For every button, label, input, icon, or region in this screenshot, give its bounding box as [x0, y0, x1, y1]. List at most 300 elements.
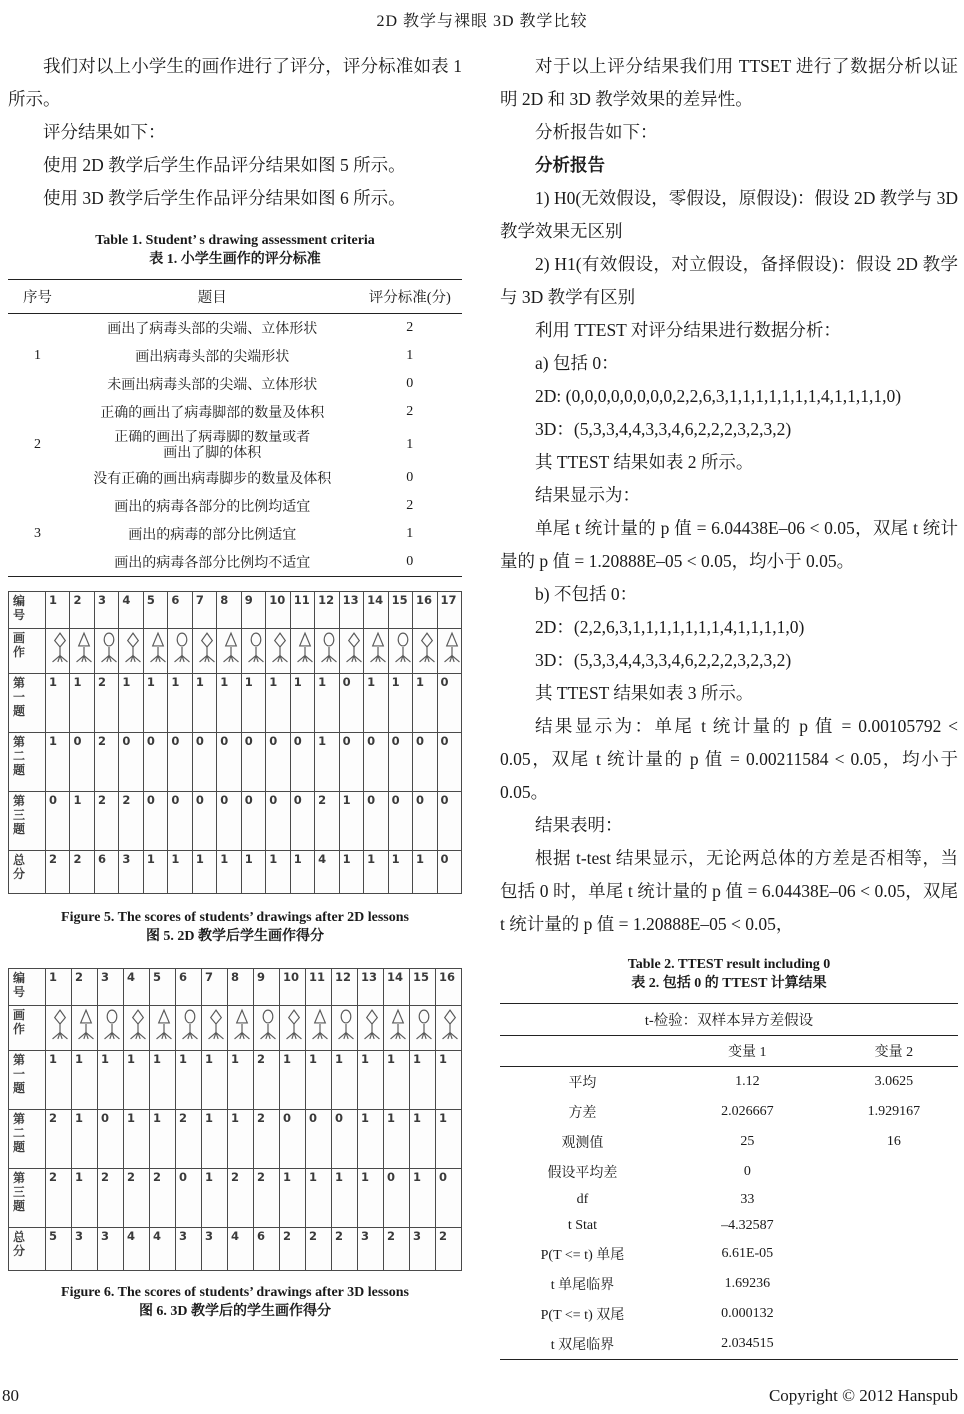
paragraph: 结果显示为：单尾 t 统计量的 p 值 = 0.00105792 < 0.05，双尾 t 统计量的 p 值 = 0.00211584 < 0.05，均小于 0.05。: [500, 716, 958, 802]
figure5-row: [9, 792, 462, 851]
criteria-group-number: 1: [34, 348, 41, 363]
question1-score-cell: 1: [150, 1051, 176, 1110]
student-drawing-cell: [413, 629, 437, 674]
total-score-cell: 3: [72, 1228, 98, 1271]
criteria-item: 画出了病毒头部的尖端、立体形状: [107, 322, 318, 337]
student-drawing-cell: [70, 629, 94, 674]
student-id-cell: 2: [72, 969, 98, 1006]
student-id-cell: 13: [339, 592, 363, 629]
question1-score-cell: 1: [192, 674, 216, 733]
total-score-cell: 6: [254, 1228, 280, 1271]
question2-score-cell: 0: [217, 733, 241, 792]
bacteriophage-sketch: [309, 1008, 331, 1040]
paragraph: 结果表明：: [535, 815, 623, 835]
criteria-score: 0: [406, 554, 414, 569]
total-score-cell: 4: [124, 1228, 150, 1271]
student-drawing-cell: [46, 629, 70, 674]
table2-value-var1: 1.12: [735, 1074, 760, 1089]
question3-score-cell: 1: [70, 792, 94, 851]
total-score-cell: 2: [306, 1228, 332, 1271]
student-drawing-cell: [192, 629, 216, 674]
bacteriophage-sketch: [122, 631, 144, 663]
question2-score-cell: 1: [124, 1110, 150, 1169]
copyright-notice: Copyright © 2012 Hanspub: [768, 1386, 958, 1405]
total-score-cell: 1: [266, 851, 290, 894]
table2-row-label: 观测值: [561, 1136, 604, 1151]
paragraph: 对于以上评分结果我们用 TTSET 进行了数据分析以证明 2D 和 3D 教学效果的差异性。: [500, 56, 958, 109]
total-score-cell: 3: [119, 851, 143, 894]
question3-score-cell: 0: [266, 792, 290, 851]
table2-value-var1: 33: [740, 1192, 755, 1207]
paragraph: 2D: (0,0,0,0,0,0,0,0,2,2,6,3,1,1,1,1,1,1,1,4,1,1,1,1,0): [535, 386, 902, 406]
bacteriophage-sketch: [171, 631, 193, 663]
total-score-cell: 2: [46, 851, 70, 894]
question2-score-cell: 2: [46, 1110, 72, 1169]
student-id-cell: 15: [388, 592, 412, 629]
question3-score-cell: 1: [280, 1169, 306, 1228]
criteria-group-number: [8, 548, 67, 577]
question1-score-cell: 1: [315, 674, 339, 733]
student-id-cell: 8: [228, 969, 254, 1006]
figure6-row-label: 第 一 题: [9, 1051, 46, 1110]
figure5-row-label: 第 三 题: [9, 792, 46, 851]
total-score-cell: 1: [364, 851, 388, 894]
table2-row: [500, 1239, 958, 1269]
table2-value-var2: 1.929167: [867, 1104, 921, 1119]
total-score-cell: 2: [436, 1228, 462, 1271]
student-drawing-cell: [306, 1006, 332, 1051]
bacteriophage-sketch: [127, 1008, 149, 1040]
student-id-cell: 3: [98, 969, 124, 1006]
criteria-score: 1: [406, 526, 414, 541]
total-score-cell: 1: [143, 851, 167, 894]
student-id-cell: 13: [358, 969, 384, 1006]
student-id-cell: 4: [124, 969, 150, 1006]
question1-score-cell: 1: [280, 1051, 306, 1110]
table1-caption-en: Table 1. Student’ s drawing assessment criteria: [95, 233, 375, 248]
criteria-item: 画出的病毒各部分比例均不适宜: [114, 556, 311, 571]
question1-score-cell: 1: [46, 1051, 72, 1110]
paragraph: 3D：(5,3,3,4,4,3,3,4,6,2,2,2,3,2,3,2): [535, 419, 792, 439]
bacteriophage-sketch: [283, 1008, 305, 1040]
student-drawing-cell: [388, 629, 412, 674]
student-id-cell: 1: [46, 969, 72, 1006]
question2-score-cell: 1: [228, 1110, 254, 1169]
question3-score-cell: 0: [143, 792, 167, 851]
question1-score-cell: 1: [217, 674, 241, 733]
question1-score-cell: 1: [119, 674, 143, 733]
bacteriophage-sketch: [49, 1008, 71, 1040]
student-drawing-cell: [290, 629, 314, 674]
student-id-cell: 4: [119, 592, 143, 629]
bacteriophage-sketch: [179, 1008, 201, 1040]
question1-score-cell: 1: [72, 1051, 98, 1110]
question3-score-cell: 0: [290, 792, 314, 851]
figure6-row: [9, 1110, 462, 1169]
student-id-cell: 2: [70, 592, 94, 629]
question1-score-cell: 1: [436, 1051, 462, 1110]
criteria-score: 2: [406, 320, 414, 335]
paragraph: a) 包括 0：: [535, 353, 619, 373]
question2-score-cell: 1: [202, 1110, 228, 1169]
student-drawing-cell: [176, 1006, 202, 1051]
figure6-row-label: 第 二 题: [9, 1110, 46, 1169]
paragraph: 其 TTEST 结果如表 3 所示。: [535, 683, 754, 703]
question1-score-cell: 1: [290, 674, 314, 733]
bacteriophage-sketch: [245, 631, 267, 663]
bacteriophage-sketch: [318, 631, 340, 663]
total-score-cell: 4: [150, 1228, 176, 1271]
student-id-cell: 15: [410, 969, 436, 1006]
student-id-cell: 9: [254, 969, 280, 1006]
figure5-caption-en: Figure 5. The scores of students’ drawings after 2D lessons: [61, 910, 409, 925]
bacteriophage-sketch: [49, 631, 71, 663]
page-number: 80: [2, 1386, 19, 1405]
total-score-cell: 2: [332, 1228, 358, 1271]
figure5-caption-zh: 图 5. 2D 教学后学生画作得分: [145, 929, 325, 944]
figure6-row: [9, 1006, 462, 1051]
table1-row: [8, 370, 462, 398]
bacteriophage-sketch: [361, 1008, 383, 1040]
question2-score-cell: 0: [98, 1110, 124, 1169]
student-id-cell: 6: [168, 592, 192, 629]
paragraph: b) 不包括 0：: [535, 584, 638, 604]
question3-score-cell: 1: [358, 1169, 384, 1228]
student-drawing-cell: [150, 1006, 176, 1051]
student-drawing-cell: [119, 629, 143, 674]
figure6-row: [9, 969, 462, 1006]
student-id-cell: 6: [176, 969, 202, 1006]
bacteriophage-sketch: [231, 1008, 253, 1040]
bacteriophage-sketch: [75, 1008, 97, 1040]
question3-score-cell: 1: [332, 1169, 358, 1228]
bacteriophage-sketch: [257, 1008, 279, 1040]
question3-score-cell: 0: [192, 792, 216, 851]
paragraph: 单尾 t 统计量的 p 值 = 6.04438E–06 < 0.05，双尾 t 统计量的 p 值 = 1.20888E–05 < 0.05，均小于 0.05。: [500, 518, 958, 571]
total-score-cell: 2: [384, 1228, 410, 1271]
figure6-row-label: 总 分: [9, 1228, 46, 1271]
bacteriophage-sketch: [441, 631, 463, 663]
figure5-row: [9, 629, 462, 674]
bacteriophage-sketch: [269, 631, 291, 663]
total-score-cell: 1: [192, 851, 216, 894]
table2-row-label: t 单尾临界: [550, 1278, 615, 1293]
figure5-score-grid: [8, 591, 462, 894]
total-score-cell: 2: [70, 851, 94, 894]
criteria-group-number: [8, 492, 67, 520]
total-score-cell: 1: [217, 851, 241, 894]
question2-score-cell: 1: [384, 1110, 410, 1169]
bacteriophage-sketch: [73, 631, 95, 663]
question3-score-cell: 0: [217, 792, 241, 851]
question2-score-cell: 0: [339, 733, 363, 792]
table2-caption-zh: 表 2. 包括 0 的 TTEST 计算结果: [631, 976, 827, 991]
table2-value-var2: [830, 1157, 958, 1187]
total-score-cell: 1: [339, 851, 363, 894]
question2-score-cell: 0: [388, 733, 412, 792]
total-score-cell: 1: [290, 851, 314, 894]
question1-score-cell: 1: [202, 1051, 228, 1110]
question3-score-cell: 0: [176, 1169, 202, 1228]
figure5-row: [9, 592, 462, 629]
paragraph: 利用 TTEST 对评分结果进行数据分析：: [535, 320, 841, 340]
question1-score-cell: 1: [143, 674, 167, 733]
table1-header-cell: 题目: [67, 280, 358, 314]
question2-score-cell: 0: [241, 733, 265, 792]
total-score-cell: 0: [437, 851, 462, 894]
bacteriophage-sketch: [101, 1008, 123, 1040]
table2-value-var1: 6.61E-05: [721, 1246, 774, 1261]
bacteriophage-sketch: [416, 631, 438, 663]
paragraph: 1) H0(无效假设，零假设，原假设)：假设 2D 教学与 3D 教学效果无区别: [500, 188, 958, 241]
table2-value-var1: 0.000132: [721, 1306, 774, 1321]
question3-score-cell: 0: [436, 1169, 462, 1228]
student-drawing-cell: [168, 629, 192, 674]
table2-title: t-检验：双样本异方差假设: [500, 1004, 958, 1036]
question1-score-cell: 1: [168, 674, 192, 733]
student-id-cell: 17: [437, 592, 462, 629]
student-drawing-cell: [436, 1006, 462, 1051]
student-id-cell: 7: [192, 592, 216, 629]
question3-score-cell: 2: [119, 792, 143, 851]
paragraph: 2) H1(有效假设，对立假设，备择假设)：假设 2D 教学与 3D 教学有区别: [500, 254, 958, 307]
paragraph: 评分结果如下：: [43, 122, 166, 142]
total-score-cell: 3: [98, 1228, 124, 1271]
question3-score-cell: 1: [72, 1169, 98, 1228]
table2-empty-header: [500, 1036, 665, 1067]
table2-row: [500, 1157, 958, 1187]
criteria-item: 画出的病毒各部分的比例均适宜: [114, 500, 311, 515]
criteria-item: 画出病毒头部的尖端形状: [135, 350, 290, 365]
bacteriophage-sketch: [392, 631, 414, 663]
table2-value-var1: 25: [740, 1134, 755, 1149]
student-id-cell: 5: [150, 969, 176, 1006]
bacteriophage-sketch: [196, 631, 218, 663]
question3-score-cell: 0: [46, 792, 70, 851]
question2-score-cell: 0: [332, 1110, 358, 1169]
bacteriophage-sketch: [367, 631, 389, 663]
total-score-cell: 3: [410, 1228, 436, 1271]
question2-score-cell: 2: [176, 1110, 202, 1169]
question1-score-cell: 1: [98, 1051, 124, 1110]
question2-score-cell: 1: [410, 1110, 436, 1169]
student-drawing-cell: [410, 1006, 436, 1051]
table2-value-var2: [830, 1187, 958, 1213]
total-score-cell: 1: [241, 851, 265, 894]
student-drawing-cell: [202, 1006, 228, 1051]
criteria-item: 正确的画出了病毒脚的数量或者 画出了脚的体积: [114, 430, 311, 460]
student-id-cell: 14: [384, 969, 410, 1006]
table1-row: [8, 464, 462, 492]
question3-score-cell: 2: [98, 1169, 124, 1228]
student-drawing-cell: [266, 629, 290, 674]
student-drawing-cell: [254, 1006, 280, 1051]
question1-score-cell: 1: [410, 1051, 436, 1110]
paragraph: 其 TTEST 结果如表 2 所示。: [535, 452, 754, 472]
question3-score-cell: 1: [410, 1169, 436, 1228]
criteria-item: 没有正确的画出病毒脚步的数量及体积: [93, 472, 332, 487]
criteria-score: 2: [406, 404, 414, 419]
table2-row-label: 方差: [568, 1106, 597, 1121]
table1-row: [8, 398, 462, 426]
question1-score-cell: 0: [437, 674, 462, 733]
question1-score-cell: 2: [94, 674, 118, 733]
student-id-cell: 11: [306, 969, 332, 1006]
question2-score-cell: 0: [192, 733, 216, 792]
criteria-item: 画出的病毒的部分比例适宜: [128, 528, 297, 543]
table2-row-label: t Stat: [567, 1218, 598, 1233]
bacteriophage-sketch: [98, 631, 120, 663]
paragraph: 使用 3D 教学后学生作品评分结果如图 6 所示。: [43, 188, 406, 208]
figure6-row-label: 第 三 题: [9, 1169, 46, 1228]
student-id-cell: 12: [315, 592, 339, 629]
figure5-row: [9, 851, 462, 894]
figure6-caption-zh: 图 6. 3D 教学后的学生画作得分: [138, 1304, 332, 1319]
table2-caption-en: Table 2. TTEST result including 0: [627, 957, 831, 972]
question1-score-cell: 0: [339, 674, 363, 733]
paragraph: 我们对以上小学生的画作进行了评分，评分标准如表 1 所示。: [8, 56, 462, 109]
table2-row: [500, 1187, 958, 1213]
table2-row-label: P(T <= t) 单尾: [540, 1248, 625, 1263]
student-drawing-cell: [98, 1006, 124, 1051]
question1-score-cell: 1: [70, 674, 94, 733]
table2-value-var2: [830, 1329, 958, 1360]
student-id-cell: 9: [241, 592, 265, 629]
question1-score-cell: 1: [241, 674, 265, 733]
table2-value-var2: 3.0625: [874, 1074, 914, 1089]
student-id-cell: 1: [46, 592, 70, 629]
bacteriophage-sketch: [220, 631, 242, 663]
question1-score-cell: 1: [228, 1051, 254, 1110]
table1-row: [8, 548, 462, 577]
question3-score-cell: 2: [124, 1169, 150, 1228]
table1-row: [8, 492, 462, 520]
question3-score-cell: 2: [94, 792, 118, 851]
question2-score-cell: 2: [254, 1110, 280, 1169]
paragraph: 分析报告: [535, 155, 605, 175]
student-drawing-cell: [332, 1006, 358, 1051]
criteria-group-number: [8, 464, 67, 492]
figure6-caption-en: Figure 6. The scores of students’ drawings after 3D lessons: [61, 1285, 409, 1300]
student-drawing-cell: [364, 629, 388, 674]
bacteriophage-sketch: [439, 1008, 461, 1040]
question1-score-cell: 1: [384, 1051, 410, 1110]
question3-score-cell: 0: [437, 792, 462, 851]
table2-value-var1: 2.026667: [721, 1104, 774, 1119]
total-score-cell: 6: [94, 851, 118, 894]
total-score-cell: 4: [315, 851, 339, 894]
total-score-cell: 3: [358, 1228, 384, 1271]
student-id-cell: 8: [217, 592, 241, 629]
table2-row-label: df: [576, 1192, 589, 1207]
question1-score-cell: 1: [306, 1051, 332, 1110]
criteria-score: 0: [406, 376, 414, 391]
running-head-title: 2D 教学与裸眼 3D 教学比较: [376, 13, 588, 30]
figure5-row-label: 总 分: [9, 851, 46, 894]
table2-row-label: 假设平均差: [547, 1166, 618, 1181]
question2-score-cell: 0: [413, 733, 437, 792]
student-drawing-cell: [339, 629, 363, 674]
question2-score-cell: 1: [436, 1110, 462, 1169]
table2-value-var2: [830, 1299, 958, 1329]
criteria-item: 未画出病毒头部的尖端、立体形状: [107, 378, 318, 393]
question3-score-cell: 1: [306, 1169, 332, 1228]
total-score-cell: 4: [228, 1228, 254, 1271]
question3-score-cell: 1: [202, 1169, 228, 1228]
student-drawing-cell: [124, 1006, 150, 1051]
bacteriophage-sketch: [335, 1008, 357, 1040]
question2-score-cell: 1: [46, 733, 70, 792]
student-drawing-cell: [228, 1006, 254, 1051]
question1-score-cell: 1: [266, 674, 290, 733]
total-score-cell: 5: [46, 1228, 72, 1271]
table2-column-header: 变量 2: [830, 1036, 958, 1067]
table2-value-var2: [830, 1269, 958, 1299]
table2-value-var2: 16: [886, 1134, 901, 1149]
question2-score-cell: 0: [70, 733, 94, 792]
figure5-row-label: 画 作: [9, 629, 46, 674]
table2-value-var1: 2.034515: [721, 1336, 774, 1351]
student-id-cell: 16: [436, 969, 462, 1006]
student-id-cell: 7: [202, 969, 228, 1006]
question2-score-cell: 0: [364, 733, 388, 792]
total-score-cell: 1: [168, 851, 192, 894]
total-score-cell: 1: [388, 851, 412, 894]
question3-score-cell: 0: [241, 792, 265, 851]
table2-row-label: t 双尾临界: [550, 1338, 615, 1353]
table1-row: [8, 342, 462, 370]
paragraph: 结果显示为：: [535, 485, 640, 505]
question1-score-cell: 1: [46, 674, 70, 733]
question2-score-cell: 0: [306, 1110, 332, 1169]
total-score-cell: 2: [280, 1228, 306, 1271]
question3-score-cell: 0: [168, 792, 192, 851]
total-score-cell: 3: [202, 1228, 228, 1271]
question2-score-cell: 0: [280, 1110, 306, 1169]
criteria-score: 2: [406, 498, 414, 513]
question2-score-cell: 1: [358, 1110, 384, 1169]
right-column: [500, 50, 958, 1360]
table2-ttest-result: [500, 1003, 958, 1360]
paragraph: 使用 2D 教学后学生作品评分结果如图 5 所示。: [43, 155, 406, 175]
table1-caption-zh: 表 1. 小学生画作的评分标准: [149, 252, 321, 267]
figure6-row-label: 编 号: [9, 969, 46, 1006]
bacteriophage-sketch: [147, 631, 169, 663]
student-drawing-cell: [143, 629, 167, 674]
student-id-cell: 11: [290, 592, 314, 629]
table2-row: [500, 1329, 958, 1360]
question3-score-cell: 2: [228, 1169, 254, 1228]
table1-row: [8, 426, 462, 464]
figure5-row: [9, 733, 462, 792]
question2-score-cell: 2: [94, 733, 118, 792]
criteria-group-number: 2: [34, 437, 41, 452]
question2-score-cell: 0: [119, 733, 143, 792]
bacteriophage-sketch: [343, 631, 365, 663]
table1-row: [8, 314, 462, 343]
question1-score-cell: 1: [124, 1051, 150, 1110]
table1-row: [8, 520, 462, 548]
table2-row: [500, 1127, 958, 1157]
student-drawing-cell: [315, 629, 339, 674]
question1-score-cell: 2: [254, 1051, 280, 1110]
student-id-cell: 5: [143, 592, 167, 629]
criteria-group-number: [8, 398, 67, 426]
bacteriophage-sketch: [387, 1008, 409, 1040]
question3-score-cell: 0: [364, 792, 388, 851]
figure6-row: [9, 1169, 462, 1228]
criteria-score: 0: [406, 470, 414, 485]
